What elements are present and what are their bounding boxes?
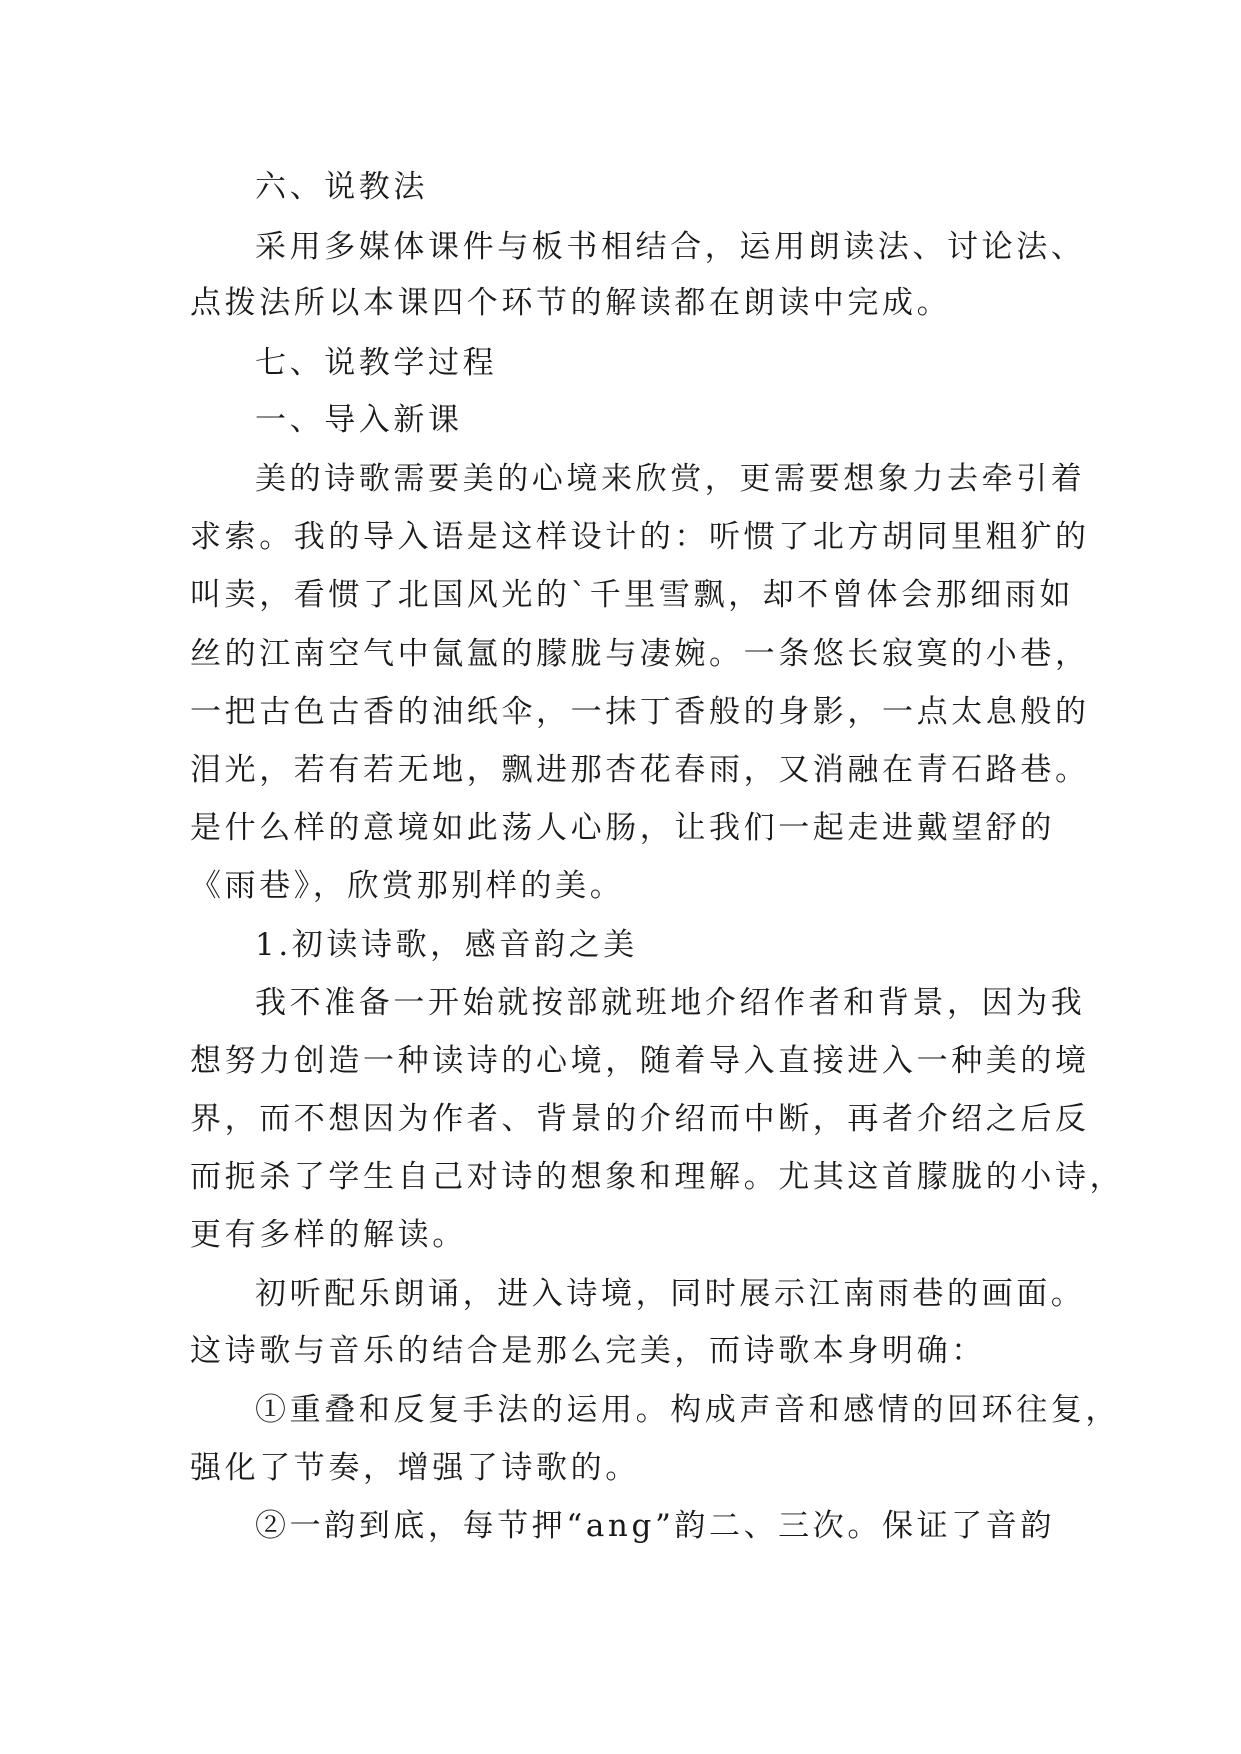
paragraph-line: 而扼杀了学生自己对诗的想象和理解。尤其这首朦胧的小诗， <box>190 1159 1125 1195</box>
paragraph-line: 这诗歌与音乐的结合是那么完美，而诗歌本身明确： <box>190 1333 986 1369</box>
list-item-line: ①重叠和反复手法的运用。构成声音和感情的回环往复， <box>255 1392 1120 1428</box>
section-heading-teaching-process: 七、说教学过程 <box>255 345 498 381</box>
paragraph-line: 一把古色古香的油纸伞，一抹丁香般的身影，一点太息般的 <box>190 694 1090 730</box>
paragraph-line: 叫卖，看惯了北国风光的`千里雪飘，却不曾体会那细雨如 <box>190 577 1075 613</box>
list-item-line: 强化了节奏，增强了诗歌的。 <box>190 1450 640 1486</box>
subsection-heading-introduction: 一、导入新课 <box>255 402 463 438</box>
paragraph-line: 想努力创造一种读诗的心境，随着导入直接进入一种美的境 <box>190 1043 1090 1079</box>
paragraph-line: 丝的江南空气中氤氲的朦胧与凄婉。一条悠长寂寞的小巷， <box>190 636 1090 672</box>
paragraph-line: 更有多样的解读。 <box>190 1217 467 1253</box>
paragraph-line: 是什么样的意境如此荡人心肠，让我们一起走进戴望舒的 <box>190 810 1055 846</box>
paragraph-line: 我不准备一开始就按部就班地介绍作者和背景，因为我 <box>255 985 1086 1021</box>
paragraph-line: 点拨法所以本课四个环节的解读都在朗读中完成。 <box>190 285 952 321</box>
paragraph-line: 采用多媒体课件与板书相结合，运用朗读法、讨论法、 <box>255 229 1086 265</box>
paragraph-line: 求索。我的导入语是这样设计的：听惯了北方胡同里粗犷的 <box>190 519 1090 555</box>
paragraph-line: 美的诗歌需要美的心境来欣赏，更需要想象力去牵引着 <box>255 461 1086 497</box>
list-item-line: ②一韵到底，每节押“ang”韵二、三次。保证了音韵 <box>255 1508 1055 1544</box>
subsection-heading-first-reading: 1.初读诗歌，感音韵之美 <box>255 927 638 963</box>
paragraph-line: 界，而不想因为作者、背景的介绍而中断，再者介绍之后反 <box>190 1101 1090 1137</box>
section-heading-teaching-method: 六、说教法 <box>255 169 428 205</box>
paragraph-line: 泪光，若有若无地，飘进那杏花春雨，又消融在青石路巷。 <box>190 752 1090 788</box>
paragraph-line: 初听配乐朗诵，进入诗境，同时展示江南雨巷的画面。 <box>255 1276 1086 1312</box>
paragraph-line: 《雨巷》，欣赏那别样的美。 <box>190 868 625 904</box>
